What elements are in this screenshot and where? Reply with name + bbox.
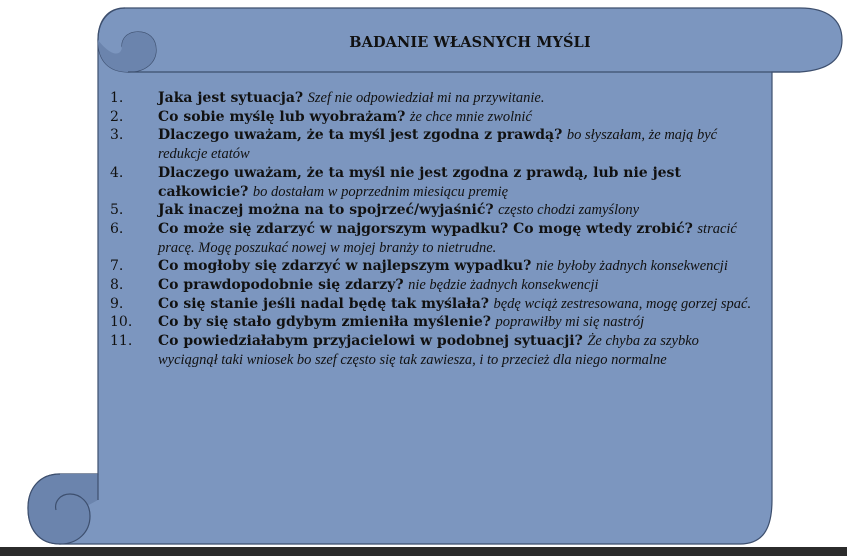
bottom-bar	[0, 547, 847, 556]
item-number: 2.	[110, 108, 124, 125]
item-answer: Szef nie odpowiedział mi na przywitanie.	[307, 90, 545, 106]
item-question: Jak inaczej można na to spojrzeć/wyjaśnić?	[158, 202, 494, 219]
list-item	[110, 276, 760, 295]
item-answer: będę wciąż zestresowana, mogę gorzej spać.	[493, 295, 752, 312]
item-answer: bo dostałam w poprzednim miesiącu premię	[252, 183, 509, 200]
item-answer: nie byłoby żadnych konsekwencji	[535, 258, 728, 275]
list-item	[110, 164, 760, 201]
list-item	[110, 332, 760, 369]
item-question: Co sobie myślę lub wyobrażam?	[158, 108, 406, 125]
item-number: 6.	[110, 220, 124, 237]
item-number: 7.	[110, 258, 124, 275]
item-number: 3.	[110, 127, 124, 144]
list-item	[110, 126, 760, 163]
list-item	[110, 201, 760, 220]
list-item	[110, 220, 760, 257]
list-item	[110, 257, 760, 276]
item-answer: Że chyba za szybko wyciągnął taki wniosek bo szef często się tak zawiesza, i to przecież dla niego normalne	[158, 333, 699, 368]
item-question: Co się stanie jeśli nadal będę tak myślała?	[158, 295, 489, 312]
list-item	[110, 108, 760, 127]
item-question: Co może się zdarzyć w najgorszym wypadku? Co mogę wtedy zrobić?	[158, 220, 693, 237]
questions-list	[110, 89, 760, 370]
item-number: 9.	[110, 295, 124, 312]
list-item	[110, 89, 760, 108]
item-number: 8.	[110, 277, 124, 294]
item-number: 10.	[110, 314, 133, 331]
item-question: Co prawdopodobnie się zdarzy?	[158, 277, 404, 294]
page-title: BADANIE WŁASNYCH MYŚLI	[349, 34, 591, 51]
list-item	[110, 295, 760, 314]
item-number: 1.	[110, 90, 124, 106]
item-answer: często chodzi zamyślony	[498, 202, 640, 219]
item-answer: bo słyszałam, że mają być redukcje etatów	[158, 127, 718, 163]
item-number: 11.	[110, 333, 133, 350]
list-item	[110, 313, 760, 332]
item-number: 4.	[110, 164, 124, 181]
item-answer: że chce mnie zwolnić	[409, 108, 532, 125]
item-answer: poprawiłby mi się nastrój	[495, 314, 645, 331]
item-question: Dlaczego uważam, że ta myśl nie jest zgodna z prawdą, lub nie jest całkowicie?	[158, 164, 681, 200]
item-question: Dlaczego uważam, że ta myśl jest zgodna z prawdą?	[158, 127, 563, 144]
item-answer: nie będzie żadnych konsekwencji	[408, 277, 599, 294]
item-number: 5.	[110, 202, 124, 219]
item-question: Co by się stało gdybym zmieniła myślenie?	[158, 314, 491, 331]
item-question: Co mogłoby się zdarzyć w najlepszym wypadku?	[158, 258, 532, 275]
item-answer: stracić pracę. Mogę poszukać nowej w mojej branży to nietrudne.	[158, 220, 737, 256]
item-question: Jaka jest sytuacja?	[158, 90, 304, 106]
item-question: Co powiedziałabym przyjacielowi w podobnej sytuacji?	[158, 333, 583, 350]
